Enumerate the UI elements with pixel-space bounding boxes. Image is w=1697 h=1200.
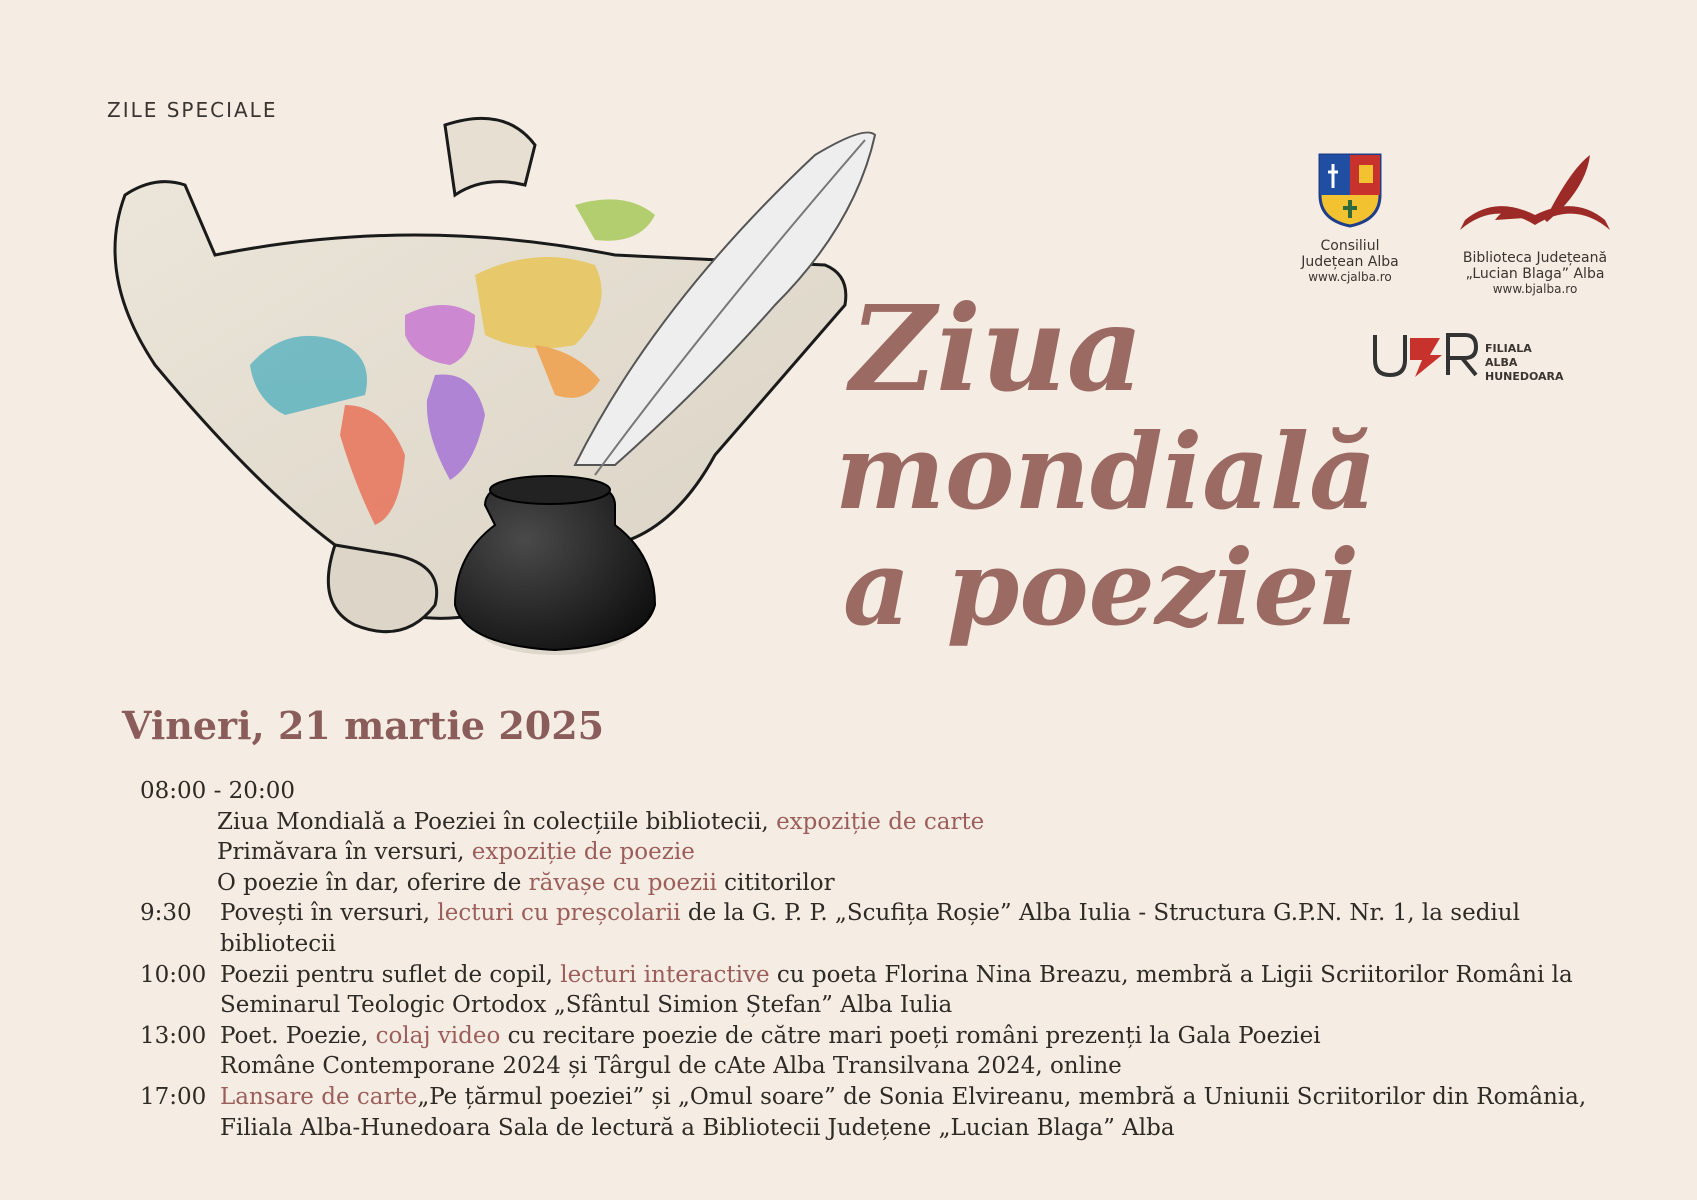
entry-line: Primăvara în versuri, expoziție de poezie: [217, 839, 695, 866]
usr-logo-icon: [1370, 330, 1480, 380]
entry-line: Povești în versuri, lecturi cu preșcolarii de la G. P. P. „Scufița Roșie” Alba Iulia - Structura G.P.N. Nr. 1, la sediul bibliotecii: [220, 900, 1520, 957]
bj-url[interactable]: www.bjalba.ro: [1492, 282, 1578, 296]
title-line-2: mondială: [835, 410, 1377, 533]
cj-url[interactable]: www.cjalba.ro: [1308, 270, 1392, 284]
entry-time: 13:00: [140, 1022, 207, 1049]
program-entry: [140, 776, 1640, 898]
logo-consiliul-judetean: [1280, 150, 1420, 284]
entry-line: Poet. Poezie, colaj video cu recitare poezie de către mari poeți români prezenți la Gala Poeziei: [220, 1022, 1321, 1049]
usr-subtitle: FILIALA ALBA HUNEDOARA: [1485, 342, 1564, 383]
program-entry: [140, 1021, 1640, 1082]
entry-line: Ziua Mondială a Poeziei în colecțiile bibliotecii, expoziție de carte: [217, 808, 985, 835]
entry-time: 08:00 - 20:00: [140, 778, 295, 804]
book-quill-logo-icon: [1455, 150, 1615, 240]
entry-line: O poezie în dar, oferire de răvașe cu poezii cititorilor: [217, 869, 835, 896]
partner-logos: [1280, 150, 1630, 390]
coat-of-arms-icon: [1315, 150, 1385, 228]
program-entry: [140, 960, 1640, 1021]
entry-time: 9:30: [140, 900, 192, 927]
entry-line: Române Contemporane 2024 și Târgul de cAte Alba Transilvana 2024, online: [220, 1053, 1122, 1080]
logo-biblioteca-judeteana: [1440, 150, 1630, 296]
title-line-3: a poeziei: [843, 526, 1360, 649]
logo-usr: [1370, 330, 1630, 390]
entry-line: Poezii pentru suflet de copil, lecturi interactive cu poeta Florina Nina Breazu, membră a Ligii Scriitorilor Români la: [220, 961, 1573, 988]
section-kicker: ZILE SPECIALE: [107, 98, 278, 122]
program-entry: [140, 1082, 1640, 1143]
entry-description: [220, 1082, 1640, 1143]
entry-description: [220, 1021, 1640, 1082]
entry-line: Lansare de carte„Pe țărmul poeziei” și „Omul soare” de Sonia Elvireanu, membră a Uniunii Scriitorilor din România,: [220, 1083, 1587, 1110]
scroll-map-illustration: [55, 105, 965, 705]
bj-name: Biblioteca Județeană „Lucian Blaga” Alba: [1462, 250, 1608, 282]
entry-time: 17:00: [140, 1083, 207, 1110]
program-entry: [140, 898, 1640, 959]
entry-line: Seminarul Teologic Ortodox „Sfântul Simion Ștefan” Alba Iulia: [220, 992, 953, 1019]
entry-description: [220, 960, 1640, 1021]
cj-name: Consiliul Județean Alba: [1301, 238, 1399, 270]
event-date: Vineri, 21 martie 2025: [122, 703, 605, 748]
event-program: [140, 776, 1640, 1143]
entry-line: Filiala Alba-Hunedoara Sala de lectură a Bibliotecii Județene „Lucian Blaga” Alba: [220, 1114, 1175, 1141]
entry-time: 10:00: [140, 961, 207, 988]
title-line-1: Ziua: [850, 279, 1144, 418]
